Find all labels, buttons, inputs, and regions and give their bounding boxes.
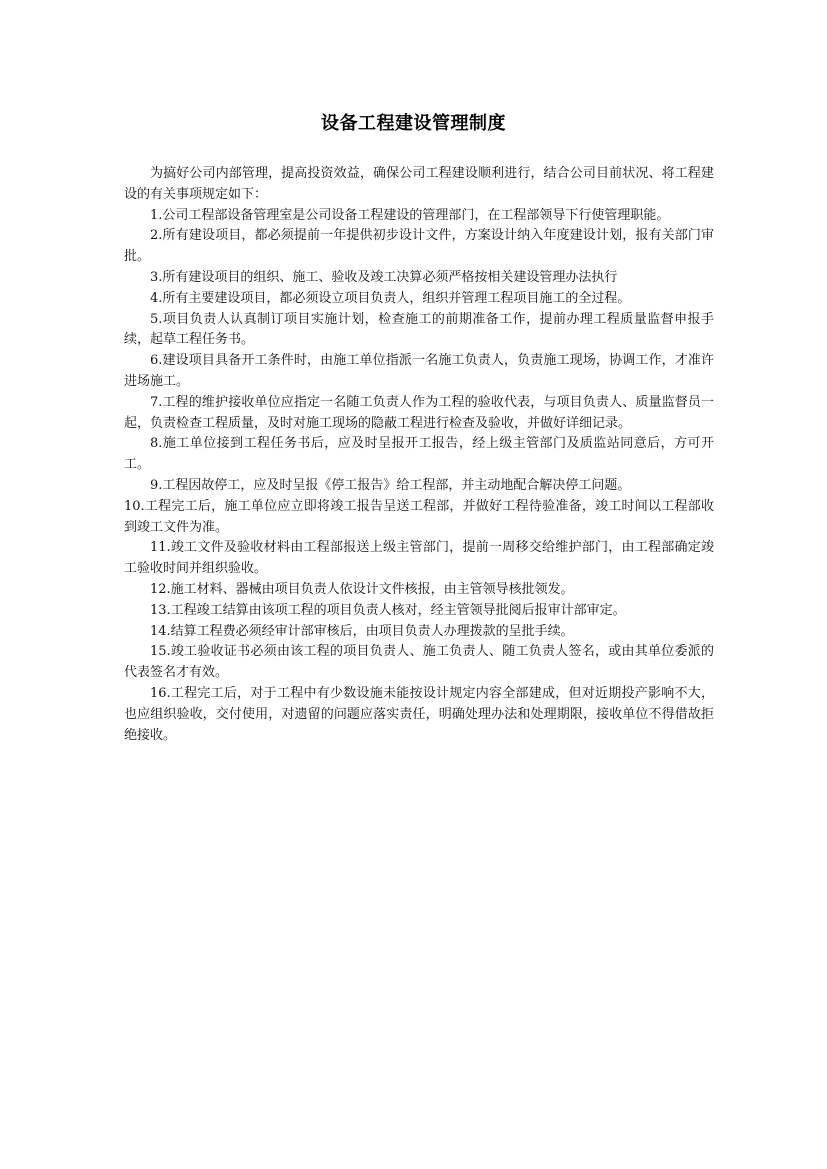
rule-item-5: 5.项目负责人认真制订项目实施计划，检查施工的前期准备工作，提前办理工程质量监督申报手续，起草工程任务书。: [124, 311, 714, 348]
rule-item-13: 13.工程竣工结算由该项工程的项目负责人核对，经主管领导批阅后报审计部审定。: [150, 602, 626, 618]
rule-item-15: 15.竣工验收证书必须由该工程的项目负责人、施工负责人、随工负责人签名，或由其单位委派的代表签名才有效。: [124, 644, 714, 681]
document-title: 设备工程建设管理制度: [321, 113, 506, 134]
document-body: [124, 164, 714, 746]
rule-item-4: 4.所有主要建设项目，都必须设立项目负责人，组织并管理工程项目施工的全过程。: [150, 290, 631, 306]
rule-item-11: 11.竣工文件及验收材料由工程部报送上级主管部门，提前一周移交给维护部门，由工程部确定竣工验收时间并组织验收。: [124, 540, 714, 577]
intro-paragraph: 为搞好公司内部管理，提高投资效益，确保公司工程建设顺利进行，结合公司目前状况、将工程建设的有关事项规定如下：: [124, 166, 714, 202]
rule-item-2: 2.所有建设项目，都必须提前一年提供初步设计文件，方案设计纳入年度建设计划，报有关部门审批。: [124, 228, 714, 265]
rule-item-6: 6.建设项目具备开工条件时，由施工单位指派一名施工负责人，负责施工现场，协调工作，才准许进场施工。: [124, 353, 714, 389]
rule-item-10: 10.工程完工后，施工单位应立即将竣工报告呈送工程部，并做好工程待验准备，竣工时间以工程部收到竣工文件为准。: [124, 498, 714, 535]
rule-item-16: 16.工程完工后，对于工程中有少数设施未能按设计规定内容全部建成，但对近期投产影响不大，也应组织验收，交付使用，对遗留的问题应落实责任，明确处理办法和处理期限，接收单位不得借故拒绝接收。: [124, 685, 714, 743]
rule-item-9: 9.工程因故停工，应及时呈报《停工报告》给工程部，并主动地配合解决停工问题。: [150, 477, 631, 493]
rule-item-14: 14.结算工程费必须经审计部审核后，由项目负责人办理拨款的呈批手续。: [150, 623, 574, 639]
rule-item-3: 3.所有建设项目的组织、施工、验收及竣工决算必须严格按相关建设管理办法执行: [150, 269, 618, 285]
rule-item-8: 8.施工单位接到工程任务书后，应及时呈报开工报告，经上级主管部门及质监站同意后，方可开工。: [124, 436, 714, 473]
rule-item-7: 7.工程的维护接收单位应指定一名随工负责人作为工程的验收代表，与项目负责人、质量监督员一起，负责检查工程质量，及时对施工现场的隐蔽工程进行检查及验收，并做好详细记录。: [124, 394, 714, 431]
rule-item-1: 1.公司工程部设备管理室是公司设备工程建设的管理部门，在工程部领导下行使管理职能。: [150, 207, 670, 223]
rule-item-12: 12.施工材料、器械由项目负责人依设计文件核报，由主管领导核批领发。: [150, 581, 574, 597]
